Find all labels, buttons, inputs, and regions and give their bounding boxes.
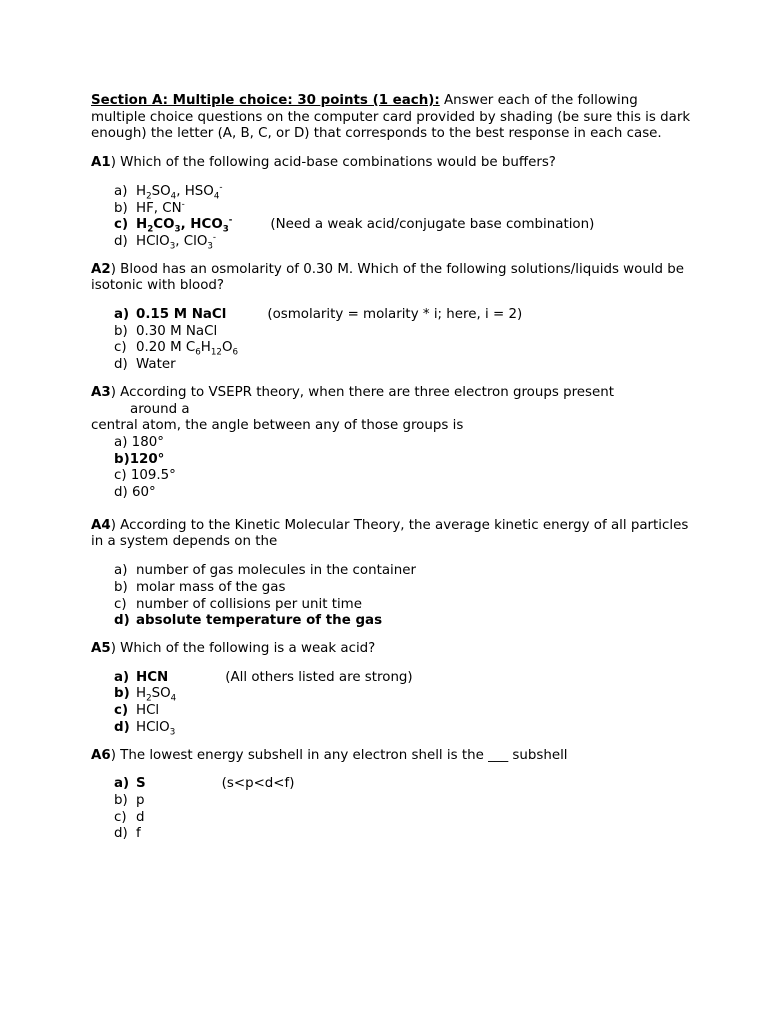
- option-d: d) 60°: [114, 485, 156, 501]
- question-text: ) Which of the following acid-base combinations would be buffers?: [110, 155, 556, 171]
- question-text-cont: around a: [130, 401, 190, 417]
- question-a6: [91, 748, 691, 765]
- option-a-correct: a) HCN (All others listed are strong): [114, 669, 413, 685]
- question-text: ) According to VSEPR theory, when there are three electron groups present: [110, 384, 614, 400]
- question-a3: [91, 385, 691, 435]
- question-label: A4: [91, 517, 111, 533]
- option-a-correct: a) S (s<p<d<f): [114, 776, 295, 792]
- option-a-correct: a) 0.15 M NaCl (osmolarity = molarity * i; here, i = 2): [114, 307, 523, 323]
- option-b: b) HF, CN-: [114, 199, 185, 216]
- section-heading: Section A: Multiple choice: 30 points (1 each):: [91, 93, 440, 108]
- question-text: ) According to the Kinetic Molecular Theory, the average kinetic energy of all particles in a system depends on the: [91, 517, 689, 550]
- options-a6: [114, 776, 691, 843]
- question-label: A6: [91, 747, 111, 763]
- question-a4: [91, 518, 691, 551]
- option-b: b) p: [114, 792, 145, 808]
- option-c: c) d: [114, 809, 145, 825]
- option-b-correct: b)120°: [114, 451, 165, 467]
- option-a: a) number of gas molecules in the container: [114, 563, 417, 579]
- option-d-correct: d) absolute temperature of the gas: [114, 613, 383, 629]
- option-a: a) $H_2SO_4$, $HSO_4^-$: [114, 182, 223, 202]
- option-d: d) HClO$_3$, ClO$_3$-: [114, 232, 217, 252]
- section-instructions: Answer each of the following multiple choice questions on the computer card provided by shading (be sure this is dark enough) the letter (A, B, C, or D) that corresponds to the best response in each case.: [91, 93, 691, 142]
- option-b: b) molar mass of the gas: [114, 579, 286, 595]
- options-a2: [114, 307, 691, 374]
- question-label: A5: [91, 640, 111, 656]
- option-c: c) HCl: [114, 703, 160, 719]
- question-a5: [91, 641, 691, 658]
- answer-note: (All others listed are strong): [225, 669, 413, 685]
- options-a3: [114, 435, 691, 502]
- question-a1: [91, 155, 691, 172]
- option-b: b) $H_2SO_4$: [114, 686, 177, 705]
- option-d: d) f: [114, 826, 141, 842]
- option-b: b) 0.30 M NaCl: [114, 323, 218, 339]
- question-text: ) Which of the following is a weak acid?: [110, 640, 376, 656]
- question-label: A2: [91, 261, 111, 277]
- options-a5: [114, 670, 691, 737]
- option-c: c) 109.5°: [114, 468, 176, 484]
- question-label: A1: [91, 155, 111, 171]
- question-a2: [91, 262, 691, 295]
- option-d: d) HClO$_3$: [114, 719, 176, 738]
- option-d: d) Water: [114, 357, 176, 373]
- options-a1: [114, 184, 691, 251]
- question-text: ) Blood has an osmolarity of 0.30 M. Which of the following solutions/liquids would be isotonic with blood?: [91, 261, 685, 294]
- option-a: a) 180°: [114, 434, 164, 450]
- answer-note: (osmolarity = molarity * i; here, i = 2): [267, 307, 523, 323]
- question-text-cont2: central atom, the angle between any of those groups is: [91, 418, 464, 434]
- exam-page: [91, 93, 691, 854]
- section-intro: [91, 93, 691, 143]
- question-text: ) The lowest energy subshell in any electron shell is the ___ subshell: [110, 747, 568, 763]
- answer-note: (s<p<d<f): [221, 776, 295, 792]
- options-a4: [114, 563, 691, 630]
- option-c-correct: c) $H_2CO_3$, $HCO_3^-$ (Need a weak acid/conjugate base combination): [114, 215, 595, 235]
- question-label: A3: [91, 384, 111, 400]
- option-c: c) 0.20 M $C_6H_{12}O_6$: [114, 340, 239, 359]
- option-c: c) number of collisions per unit time: [114, 596, 362, 612]
- answer-note: (Need a weak acid/conjugate base combination): [270, 217, 595, 233]
